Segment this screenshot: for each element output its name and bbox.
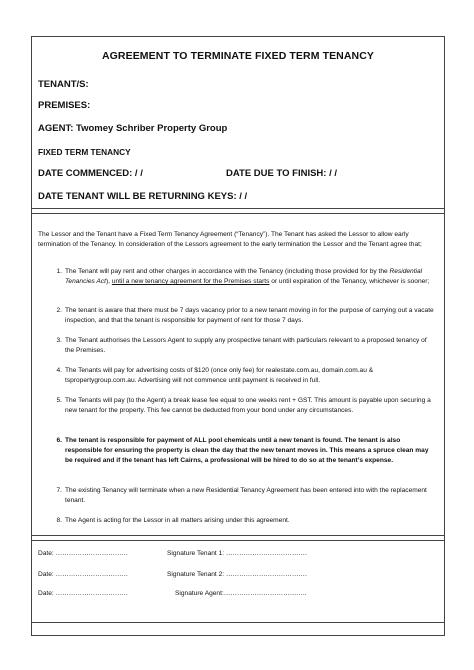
date-commenced-field: DATE COMMENCED: / / bbox=[38, 168, 143, 179]
item-number: 2. bbox=[56, 307, 62, 314]
signature-tenant-2[interactable]: Signature Tenant 2: ………………………………. bbox=[167, 571, 307, 578]
header-divider-inner bbox=[31, 213, 445, 214]
tenants-field: TENANT/S: bbox=[38, 79, 89, 90]
header-divider bbox=[31, 208, 445, 209]
date-line-2[interactable]: Date: …………………………… bbox=[38, 571, 129, 578]
item-number: 4. bbox=[56, 367, 62, 374]
item-text: The tenant is responsible for payment of ALL pool chemicals until a new tenant is found. The tenant is also responsible for ensuring the property is clean the day that the new tenant moves in. This means a spruce clean may be required and if the tenant has left Cairns, a professional will be hired to do so at the tenant’s expense. bbox=[65, 437, 429, 464]
document-title: AGREEMENT TO TERMINATE FIXED TERM TENANCY bbox=[101, 50, 375, 62]
signature-divider bbox=[31, 535, 445, 536]
item-text: The Tenants will pay (to the Agent) a break lease fee equal to one weeks rent + GST. This amount is payable upon securing a new tenant for the property. This fee cannot be deducted from your bond under any circumstances. bbox=[65, 397, 431, 414]
item-text: The tenant is aware that there must be 7 days vacancy prior to a new tenant moving in for the purpose of carrying out a vacate inspection, and that the tenant is responsible for payment of rent for those 7 days. bbox=[65, 307, 434, 324]
intro-paragraph: The Lessor and the Tenant have a Fixed Term Tenancy Agreement (“Tenancy”). The Tenant has asked the Lessor to allow early termination of the Tenancy. In consideration of the Lessors agreement to the early termination the Lessor and the Tenant agree that; bbox=[38, 231, 422, 248]
item-number: 3. bbox=[56, 337, 62, 344]
date-due-field: DATE DUE TO FINISH: / / bbox=[226, 168, 338, 179]
agent-field: AGENT: Twomey Schriber Property Group bbox=[38, 123, 228, 134]
item-number: 8. bbox=[56, 517, 62, 524]
signature-divider-inner bbox=[31, 540, 445, 541]
item-number: 6. bbox=[56, 437, 62, 444]
item-number: 7. bbox=[56, 487, 62, 494]
item-number: 5. bbox=[56, 397, 62, 404]
item-text: The existing Tenancy will terminate when a new Residential Tenancy Agreement has been entered into with the replacement tenant. bbox=[65, 487, 427, 504]
item-text: The Agent is acting for the Lessor in all matters arising under this agreement. bbox=[65, 517, 290, 524]
date-line-1[interactable]: Date: …………………………… bbox=[38, 550, 129, 557]
item-text: The Tenant authorises the Lessors Agent to supply any prospective tenant with particulars relevant to a proposed tenancy of the Premises. bbox=[65, 337, 427, 354]
item-text: The Tenant will pay rent and other charges in accordance with the Tenancy (including those provided for by the Residential Tenancies Act), until a new tenancy agreement for the Premises starts or until expiration of the Tenancy, whichever is sooner; bbox=[65, 268, 430, 285]
premises-field: PREMISES: bbox=[38, 100, 91, 111]
item-text: The Tenants will pay for advertising costs of $120 (once only fee) for realestate.com.au, domain.com.au & tspropertygroup.com.au. Advertising will not commence until payment is received in full. bbox=[65, 367, 374, 384]
footer-divider bbox=[31, 622, 445, 623]
signature-tenant-1[interactable]: Signature Tenant 1: ………………………………. bbox=[167, 550, 307, 557]
returning-keys-field: DATE TENANT WILL BE RETURNING KEYS: / / bbox=[38, 191, 248, 202]
date-line-3[interactable]: Date: …………………………… bbox=[38, 590, 129, 597]
fixed-term-heading: FIXED TERM TENANCY bbox=[38, 147, 131, 157]
signature-agent[interactable]: Signature Agent:……………………………….. bbox=[175, 590, 307, 597]
item-number: 1. bbox=[56, 268, 62, 275]
